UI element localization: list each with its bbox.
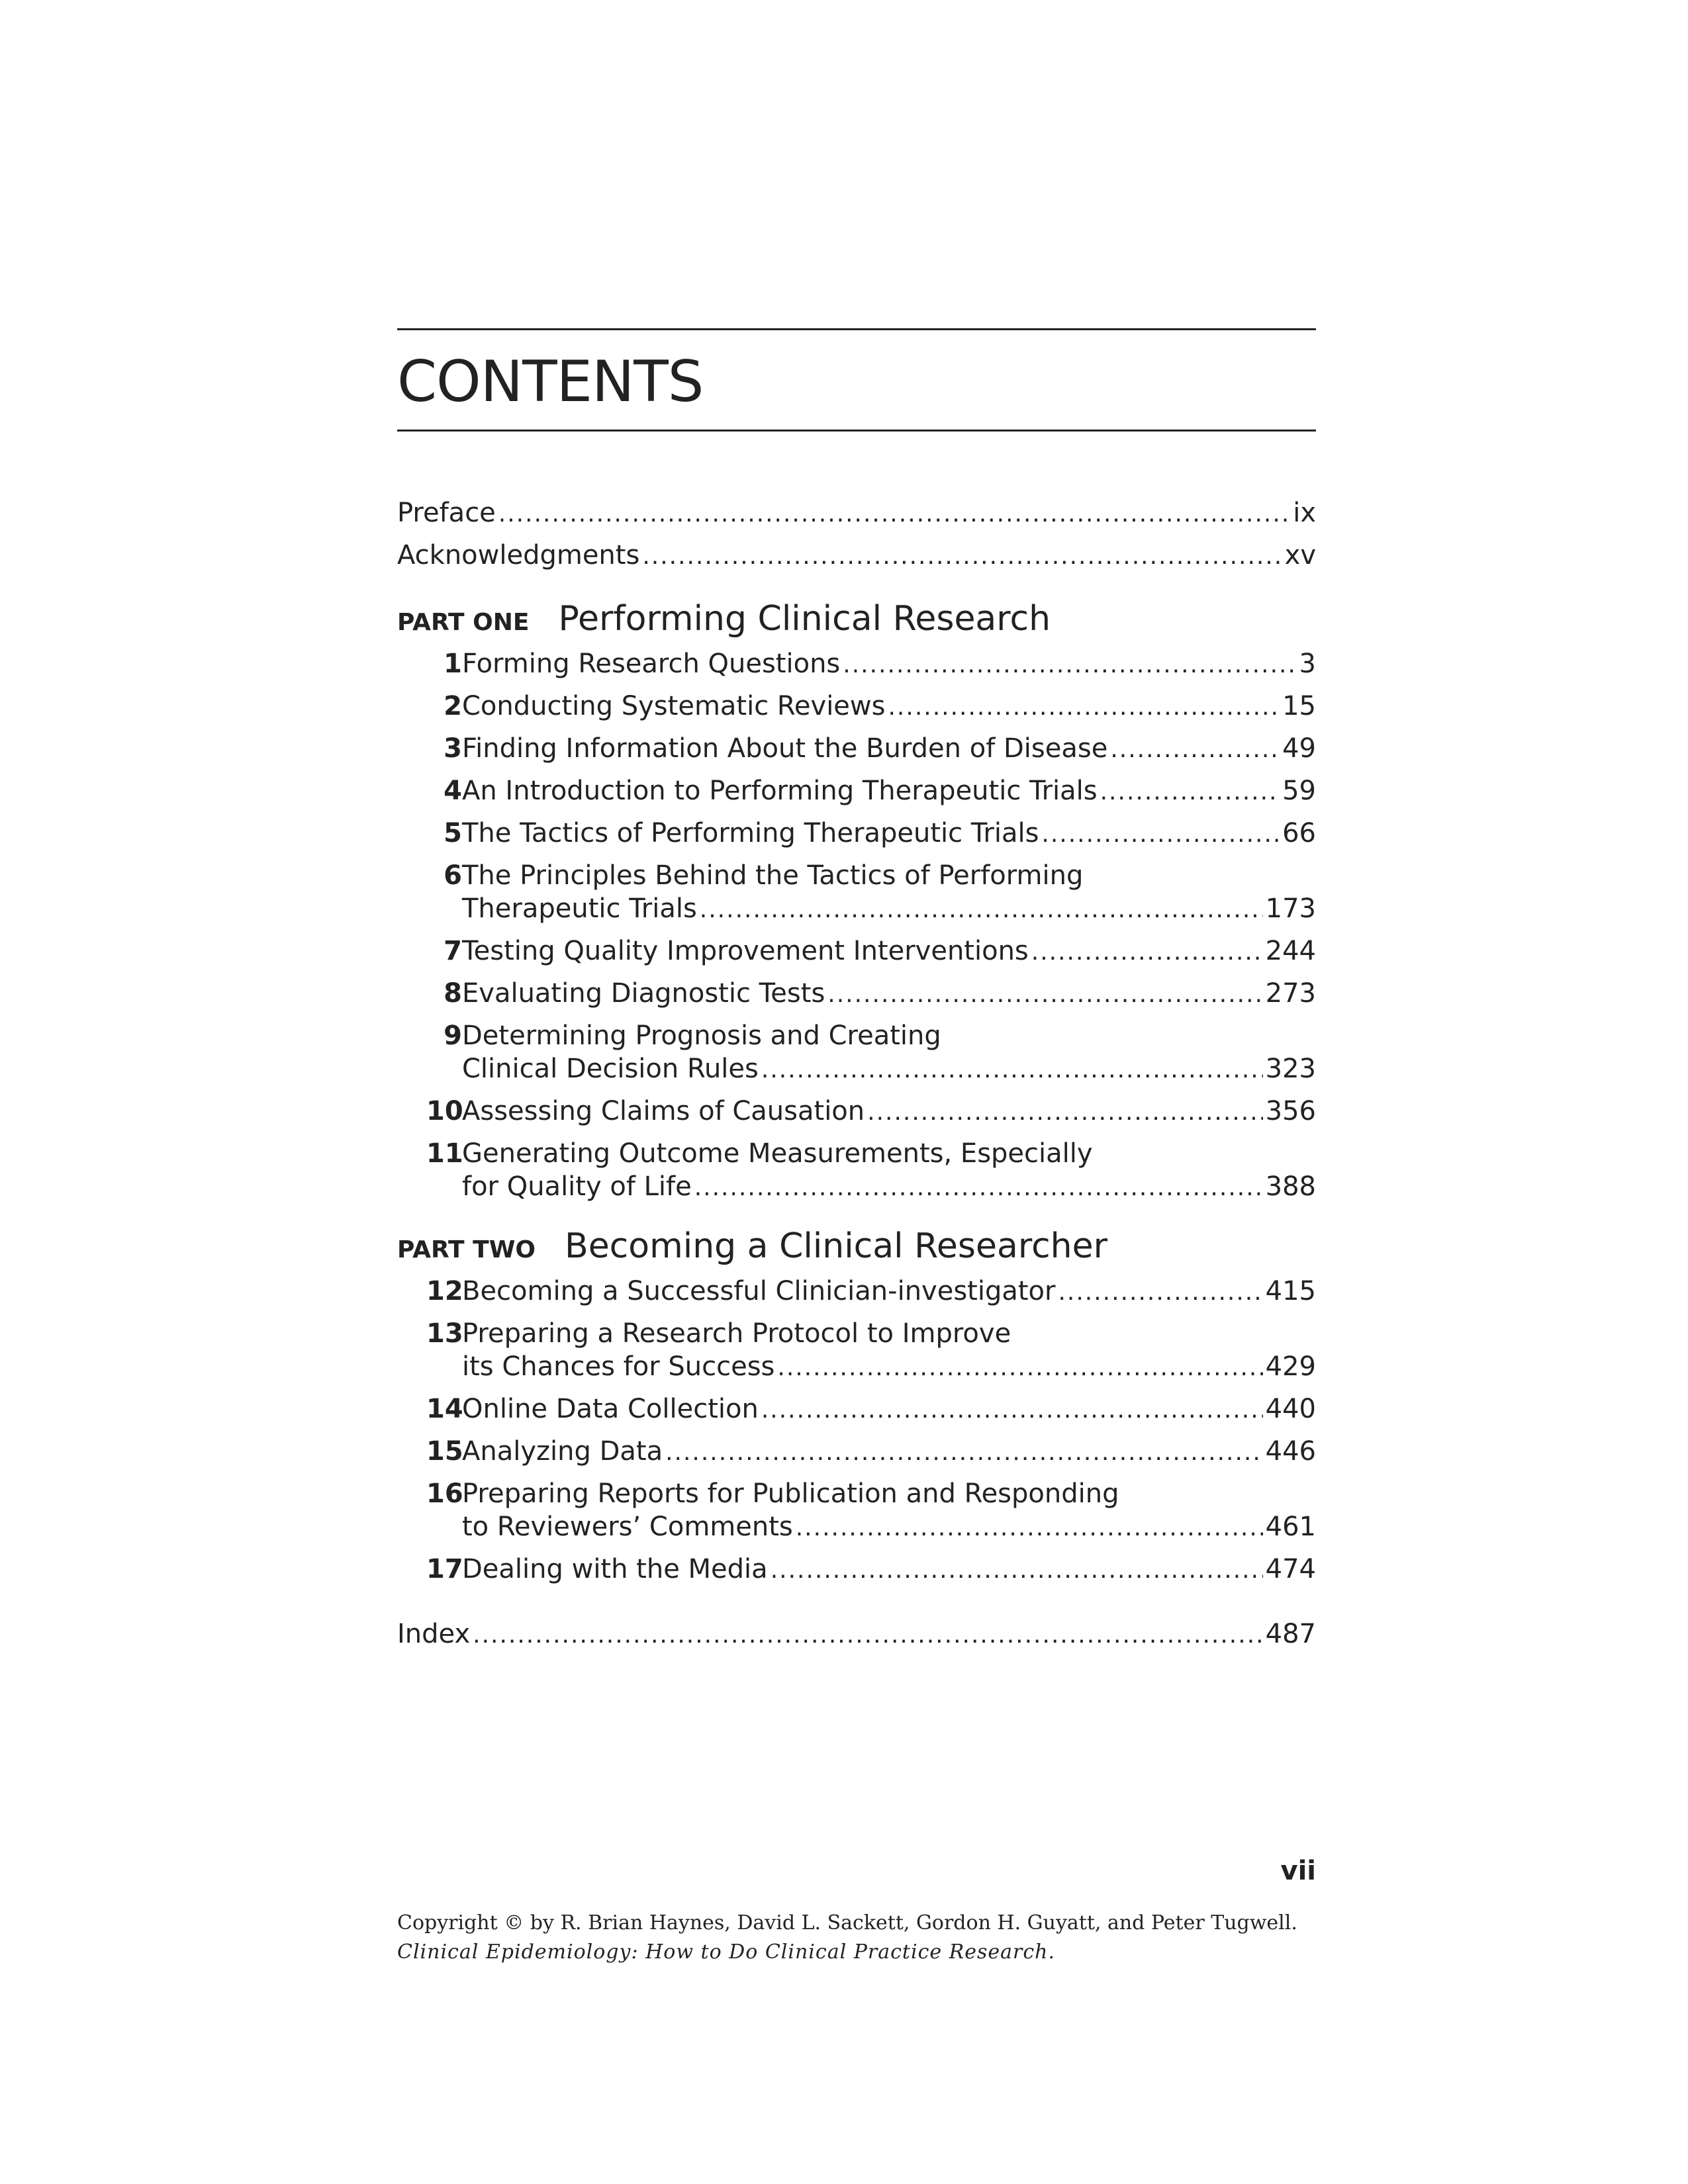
toc-entry-acknowledgments[interactable] xyxy=(397,535,1316,577)
leader-dots xyxy=(867,1096,1263,1129)
toc-chapter[interactable] xyxy=(397,1137,1316,1205)
copyright-line: Copyright © by R. Brian Haynes, David L. Sackett, Gordon H. Guyatt, and Peter Tugwell. xyxy=(397,1911,1297,1934)
chapter-number: 3 xyxy=(444,733,462,764)
chapter-number-cell xyxy=(397,1392,462,1427)
part-title: Becoming a Clinical Researcher xyxy=(565,1226,1108,1266)
toc-chapter[interactable] xyxy=(397,1275,1316,1309)
part-heading xyxy=(397,597,1316,645)
chapter-title-line: Becoming a Successful Clinician-investigator xyxy=(462,1276,1056,1306)
toc-entry-page: xv xyxy=(1284,540,1316,570)
chapter-body xyxy=(462,732,1316,766)
part-title: Performing Clinical Research xyxy=(558,599,1051,639)
leader-dots xyxy=(694,1171,1263,1205)
leader-dots xyxy=(642,536,1282,577)
chapter-entry-line xyxy=(462,1052,1316,1087)
chapter-number: 10 xyxy=(426,1096,463,1126)
chapter-entry-line xyxy=(462,690,1316,724)
chapter-number: 15 xyxy=(426,1436,463,1467)
chapter-title-line: Conducting Systematic Reviews xyxy=(462,691,886,721)
toc-entry-preface[interactable] xyxy=(397,492,1316,535)
chapter-entry-line xyxy=(462,977,1316,1011)
chapter-body xyxy=(462,1553,1316,1587)
front-matter xyxy=(397,492,1316,577)
copyright-notice xyxy=(397,1909,1324,1967)
chapter-body xyxy=(462,1275,1316,1309)
part-section xyxy=(397,1224,1316,1587)
chapter-number: 16 xyxy=(426,1479,463,1509)
chapter-number-cell xyxy=(397,1553,462,1587)
chapter-body xyxy=(462,1477,1316,1545)
title-rule xyxy=(397,430,1316,432)
chapter-body xyxy=(462,1435,1316,1469)
chapter-title-line: An Introduction to Performing Therapeutic Trials xyxy=(462,776,1098,806)
chapter-number-cell xyxy=(397,1275,462,1309)
chapter-page: 49 xyxy=(1282,733,1316,764)
part-label: PART TWO xyxy=(397,1236,536,1263)
chapter-number-cell xyxy=(397,859,462,927)
leader-dots xyxy=(1058,1276,1262,1309)
chapter-entry-line xyxy=(462,934,1316,969)
chapter-entry-line xyxy=(462,1170,1316,1205)
chapter-number: 1 xyxy=(444,649,462,679)
leader-dots xyxy=(473,1615,1263,1656)
toc-chapter[interactable] xyxy=(397,977,1316,1011)
chapter-number: 4 xyxy=(444,776,462,806)
toc-chapter[interactable] xyxy=(397,1553,1316,1587)
chapter-title-line: Therapeutic Trials xyxy=(462,893,697,924)
chapter-entry-line xyxy=(462,1435,1316,1469)
chapter-title-line: for Quality of Life xyxy=(462,1171,692,1202)
toc-chapter[interactable] xyxy=(397,1317,1316,1385)
chapter-title-line: Determining Prognosis and Creating xyxy=(462,1021,941,1051)
chapter-number-cell xyxy=(397,817,462,851)
chapter-title-line: The Principles Behind the Tactics of Performing xyxy=(462,860,1084,891)
leader-dots xyxy=(1041,818,1280,851)
toc-entry-label: Index xyxy=(397,1619,471,1649)
chapter-number-cell xyxy=(397,1477,462,1545)
chapter-page: 323 xyxy=(1265,1054,1316,1084)
toc-chapter[interactable] xyxy=(397,1477,1316,1545)
toc-chapter[interactable] xyxy=(397,647,1316,682)
chapter-number-cell xyxy=(397,690,462,724)
chapter-body xyxy=(462,1137,1316,1205)
chapter-title-line: Forming Research Questions xyxy=(462,649,841,679)
chapter-page: 429 xyxy=(1265,1351,1316,1382)
chapter-body xyxy=(462,977,1316,1011)
chapter-page: 461 xyxy=(1265,1512,1316,1542)
chapter-number: 12 xyxy=(426,1276,463,1306)
chapter-entry-line xyxy=(462,647,1316,682)
chapter-number: 7 xyxy=(444,936,462,966)
chapter-page: 66 xyxy=(1282,818,1316,848)
leader-dots xyxy=(761,1394,1263,1427)
leader-dots xyxy=(1100,776,1280,809)
chapter-page: 356 xyxy=(1265,1096,1316,1126)
chapter-title-line: its Chances for Success xyxy=(462,1351,775,1382)
toc-entry-index[interactable] xyxy=(397,1614,1316,1656)
toc-chapter[interactable] xyxy=(397,732,1316,766)
book-title-line: Clinical Epidemiology: How to Do Clinical Practice Research. xyxy=(397,1940,1056,1964)
leader-dots xyxy=(665,1436,1263,1469)
chapter-number-cell xyxy=(397,977,462,1011)
chapter-page: 15 xyxy=(1282,691,1316,721)
chapter-number-cell xyxy=(397,1435,462,1469)
toc-entry-page: ix xyxy=(1293,498,1316,528)
chapter-page: 474 xyxy=(1265,1554,1316,1584)
toc-entry-page: 487 xyxy=(1265,1619,1316,1649)
chapter-page: 388 xyxy=(1265,1171,1316,1202)
chapter-number: 17 xyxy=(426,1554,463,1584)
leader-dots xyxy=(761,1054,1263,1087)
chapter-number-cell xyxy=(397,1095,462,1129)
chapter-number-cell xyxy=(397,1317,462,1385)
chapter-title-line: Analyzing Data xyxy=(462,1436,663,1467)
chapter-body xyxy=(462,1317,1316,1385)
chapter-body xyxy=(462,1095,1316,1129)
chapter-title-line: Evaluating Diagnostic Tests xyxy=(462,978,825,1009)
chapter-title-line: Assessing Claims of Causation xyxy=(462,1096,865,1126)
chapter-entry-line xyxy=(462,1275,1316,1309)
chapter-number-cell xyxy=(397,774,462,809)
leader-dots xyxy=(498,494,1290,535)
page-number: vii xyxy=(1280,1856,1316,1886)
chapter-number: 8 xyxy=(444,978,462,1009)
chapter-body xyxy=(462,774,1316,809)
toc-chapter[interactable] xyxy=(397,774,1316,809)
chapter-number-cell xyxy=(397,1137,462,1205)
parts-container xyxy=(397,597,1316,1587)
chapter-body xyxy=(462,1392,1316,1427)
leader-dots xyxy=(843,649,1296,682)
toc-chapter[interactable] xyxy=(397,817,1316,851)
toc-chapter[interactable] xyxy=(397,1019,1316,1087)
chapter-entry-line xyxy=(462,732,1316,766)
chapter-body xyxy=(462,1019,1316,1087)
chapter-entry-line xyxy=(462,1510,1316,1545)
chapter-number: 14 xyxy=(426,1394,463,1424)
chapter-number: 11 xyxy=(426,1138,463,1169)
chapter-title-line: Preparing Reports for Publication and Responding xyxy=(462,1479,1119,1509)
chapter-body xyxy=(462,859,1316,927)
chapter-entry-line xyxy=(462,1392,1316,1427)
part-section xyxy=(397,597,1316,1205)
chapter-page: 59 xyxy=(1282,776,1316,806)
toc-chapter[interactable] xyxy=(397,859,1316,927)
chapter-page: 244 xyxy=(1265,936,1316,966)
chapter-body xyxy=(462,690,1316,724)
page-title: CONTENTS xyxy=(397,349,704,415)
toc-entry-label: Acknowledgments xyxy=(397,540,640,570)
chapter-body xyxy=(462,647,1316,682)
leader-dots xyxy=(700,893,1263,927)
chapter-entry-line xyxy=(462,892,1316,927)
leader-dots xyxy=(827,978,1262,1011)
leader-dots xyxy=(777,1351,1262,1385)
chapter-number-cell xyxy=(397,1019,462,1087)
chapter-number-cell xyxy=(397,934,462,969)
toc-chapter[interactable] xyxy=(397,934,1316,969)
chapter-entry-line xyxy=(462,817,1316,851)
part-heading xyxy=(397,1224,1316,1272)
chapter-page: 3 xyxy=(1299,649,1316,679)
chapter-title-line: The Tactics of Performing Therapeutic Trials xyxy=(462,818,1039,848)
leader-dots xyxy=(796,1512,1263,1545)
chapter-title-line: Online Data Collection xyxy=(462,1394,759,1424)
chapter-entry-line xyxy=(462,1095,1316,1129)
chapter-title-line: Testing Quality Improvement Interventions xyxy=(462,936,1029,966)
top-rule xyxy=(397,328,1316,330)
leader-dots xyxy=(1110,733,1280,766)
chapter-title-line: Finding Information About the Burden of Disease xyxy=(462,733,1108,764)
chapter-title-line: Clinical Decision Rules xyxy=(462,1054,759,1084)
toc-chapter[interactable] xyxy=(397,1095,1316,1129)
leader-dots xyxy=(771,1554,1263,1587)
toc-entry-label: Preface xyxy=(397,498,496,528)
chapter-entry-line xyxy=(462,1553,1316,1587)
chapter-page: 446 xyxy=(1265,1436,1316,1467)
chapter-number: 5 xyxy=(444,818,462,848)
chapter-title-line: Dealing with the Media xyxy=(462,1554,768,1584)
toc-chapter[interactable] xyxy=(397,690,1316,724)
chapter-title-line: Generating Outcome Measurements, Especially xyxy=(462,1138,1093,1169)
contents-page xyxy=(397,328,1316,1656)
chapter-number-cell xyxy=(397,732,462,766)
chapter-page: 273 xyxy=(1265,978,1316,1009)
chapter-number: 13 xyxy=(426,1318,463,1349)
chapter-number: 2 xyxy=(444,691,462,721)
part-label: PART ONE xyxy=(397,609,530,636)
toc-chapter[interactable] xyxy=(397,1435,1316,1469)
chapter-title-line: to Reviewers’ Comments xyxy=(462,1512,793,1542)
chapter-page: 440 xyxy=(1265,1394,1316,1424)
chapter-entry-line xyxy=(462,774,1316,809)
chapter-entry-line xyxy=(462,1350,1316,1385)
chapter-number: 6 xyxy=(444,860,462,891)
toc-chapter[interactable] xyxy=(397,1392,1316,1427)
chapter-number-cell xyxy=(397,647,462,682)
chapter-page: 173 xyxy=(1265,893,1316,924)
leader-dots xyxy=(1031,936,1263,969)
chapter-page: 415 xyxy=(1265,1276,1316,1306)
leader-dots xyxy=(888,691,1280,724)
chapter-title-line: Preparing a Research Protocol to Improve xyxy=(462,1318,1011,1349)
chapter-body xyxy=(462,817,1316,851)
chapter-number: 9 xyxy=(444,1021,462,1051)
chapter-body xyxy=(462,934,1316,969)
